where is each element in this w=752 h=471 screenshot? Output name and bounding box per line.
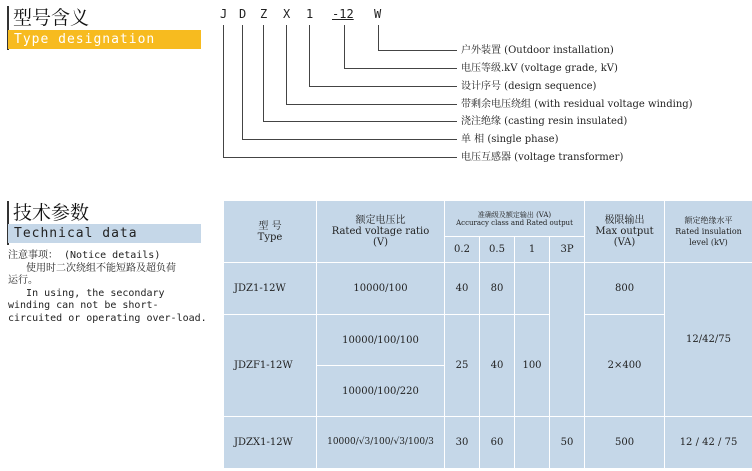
technical-table	[223, 200, 752, 469]
code-letter: D	[239, 7, 247, 21]
connector-line	[378, 50, 457, 51]
class-0-5: 0.5	[480, 237, 515, 263]
cell-type: JDZ1-12W	[224, 263, 317, 315]
code-letter: X	[283, 7, 291, 21]
header-insulation: 额定绝缘水平 Rated insulation level (kV)	[665, 201, 752, 263]
class-1: 1	[515, 237, 550, 263]
cell-ratio: 10000/100/220	[317, 366, 445, 417]
cell-insulation: 12 / 42 / 75	[665, 417, 752, 469]
cell-c05: 80	[480, 263, 515, 315]
technical-title: 技术参数	[13, 202, 90, 224]
connector-line	[286, 104, 457, 105]
code-letter-grade: -12	[332, 7, 354, 21]
cell-c02: 30	[445, 417, 480, 469]
cell-c1: 100	[515, 315, 550, 417]
cell-max: 2×400	[585, 315, 665, 417]
header-type: 型 号 Type	[224, 201, 317, 263]
header-ratio: 额定电压比 Rated voltage ratio (V)	[317, 201, 445, 263]
code-letter: 1	[306, 7, 314, 21]
notice-line: 运行。	[8, 275, 38, 286]
connector-line	[242, 139, 457, 140]
class-0-2: 0.2	[445, 237, 480, 263]
notice-text	[8, 250, 222, 325]
cell-c1	[515, 263, 550, 315]
connector-line	[344, 68, 457, 69]
meaning-voltage-grade: 电压等级.kV (voltage grade, kV)	[461, 63, 618, 74]
cell-ratio: 10000/100/100	[317, 315, 445, 366]
meaning-residual-winding: 带剩余电压绕组 (with residual voltage winding)	[461, 99, 693, 110]
code-letter: Z	[260, 7, 268, 21]
header-max-output: 极限输出 Max output (VA)	[585, 201, 665, 263]
cell-c1	[515, 417, 550, 469]
connector-line	[286, 25, 287, 104]
code-letter: J	[220, 7, 228, 21]
notice-line: 使用时二次绕组不能短路及超负荷	[8, 262, 177, 274]
notice-line: winding can not be short-	[8, 300, 159, 311]
technical-subtitle: Technical data	[8, 224, 201, 243]
notice-line: circuited or operating over-load.	[8, 312, 207, 324]
connector-line	[242, 25, 243, 139]
cell-ratio: 10000/√3/100/√3/100/3	[317, 417, 445, 469]
connector-line	[263, 121, 457, 122]
designation-subtitle: Type designation	[8, 30, 201, 49]
class-3p: 3P	[550, 237, 585, 263]
connector-line	[309, 25, 310, 86]
cell-ratio: 10000/100	[317, 263, 445, 315]
cell-max: 800	[585, 263, 665, 315]
notice-line: 注意事项： (Notice details)	[8, 250, 161, 261]
cell-c05: 60	[480, 417, 515, 469]
cell-c3p: 50	[550, 417, 585, 469]
cell-c05: 40	[480, 315, 515, 417]
table-row	[224, 417, 752, 469]
code-letter: W	[374, 7, 382, 21]
connector-line	[223, 25, 224, 157]
meaning-voltage-transformer: 电压互感器 (voltage transformer)	[461, 152, 624, 163]
connector-line	[309, 86, 457, 87]
cell-c02: 40	[445, 263, 480, 315]
meaning-casting-resin: 浇注绝缘 (casting resin insulated)	[461, 116, 628, 127]
meaning-outdoor: 户外装置 (Outdoor installation)	[461, 45, 614, 56]
connector-line	[378, 25, 379, 50]
header-accuracy: 准确级及额定输出 (VA) Accuracy class and Rated output	[445, 201, 585, 237]
cell-c02: 25	[445, 315, 480, 417]
cell-insulation: 12/42/75	[665, 263, 752, 417]
meaning-design-sequence: 设计序号 (design sequence)	[461, 81, 597, 92]
connector-line	[223, 157, 457, 158]
connector-line	[344, 25, 345, 68]
meaning-single-phase: 单 相 (single phase)	[461, 134, 559, 145]
notice-line: In using, the secondary	[8, 287, 165, 299]
designation-title: 型号含义	[13, 7, 90, 29]
cell-c3p-merged	[550, 263, 585, 417]
cell-max: 500	[585, 417, 665, 469]
cell-type: JDZX1-12W	[224, 417, 317, 469]
connector-line	[263, 25, 264, 121]
cell-type: JDZF1-12W	[224, 315, 317, 417]
table-row	[224, 263, 752, 315]
